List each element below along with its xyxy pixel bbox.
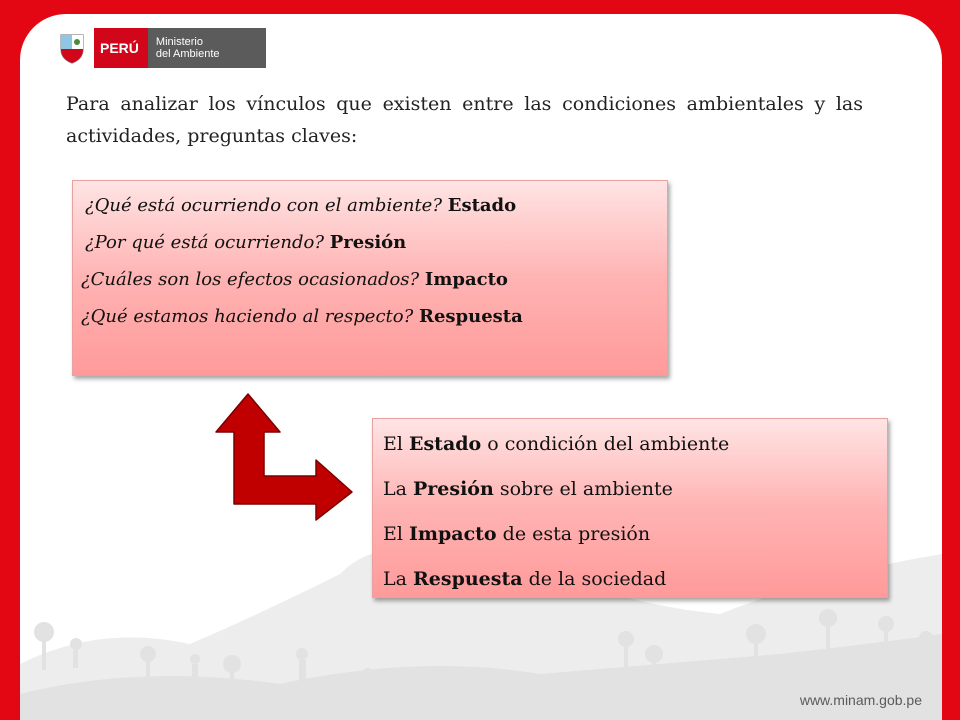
summary-term: Presión	[413, 478, 494, 500]
ministry-name-line1: Ministerio	[155, 36, 203, 48]
summary-line	[383, 514, 877, 559]
summary-line	[383, 424, 877, 469]
summary-prefix: La	[383, 478, 407, 500]
question-answer: Estado	[447, 195, 517, 216]
summary-suffix: sobre el ambiente	[499, 478, 673, 500]
summary-prefix: El	[383, 523, 403, 545]
question-line	[81, 187, 659, 224]
question-text: ¿Qué estamos haciendo al respecto?	[81, 306, 414, 327]
summary-term: Estado	[409, 433, 482, 455]
key-questions-box	[72, 180, 668, 376]
ministry-logo	[50, 28, 266, 68]
bent-arrow-icon	[214, 392, 354, 522]
summary-term: Impacto	[409, 523, 497, 545]
question-line	[81, 298, 659, 335]
summary-prefix: La	[383, 568, 407, 590]
summary-term: Respuesta	[413, 568, 523, 590]
footer-url: www.minam.gob.pe	[799, 692, 922, 708]
country-label: PERÚ	[94, 28, 148, 68]
summary-suffix: o condición del ambiente	[487, 433, 730, 455]
question-answer: Presión	[329, 232, 407, 253]
summary-line	[383, 559, 877, 604]
question-answer: Respuesta	[419, 306, 523, 327]
question-text: ¿Cuáles son los efectos ocasionados?	[81, 269, 420, 290]
question-line	[81, 261, 659, 298]
question-line	[81, 224, 659, 261]
summary-suffix: de esta presión	[502, 523, 651, 545]
question-text: ¿Qué está ocurriendo con el ambiente?	[85, 195, 442, 216]
coat-of-arms-icon	[50, 28, 94, 68]
question-answer: Impacto	[424, 269, 508, 290]
summary-suffix: de la sociedad	[528, 568, 667, 590]
summary-prefix: El	[383, 433, 403, 455]
ministry-name-line2: del Ambiente	[155, 48, 220, 60]
dpsir-summary-box	[372, 418, 888, 598]
ministry-name	[148, 28, 266, 68]
content-panel	[20, 14, 942, 720]
summary-line	[383, 469, 877, 514]
question-text: ¿Por qué está ocurriendo?	[85, 232, 324, 253]
intro-paragraph: Para analizar los vínculos que existen entre las condiciones ambientales y las actividades, preguntas claves:	[66, 93, 863, 147]
